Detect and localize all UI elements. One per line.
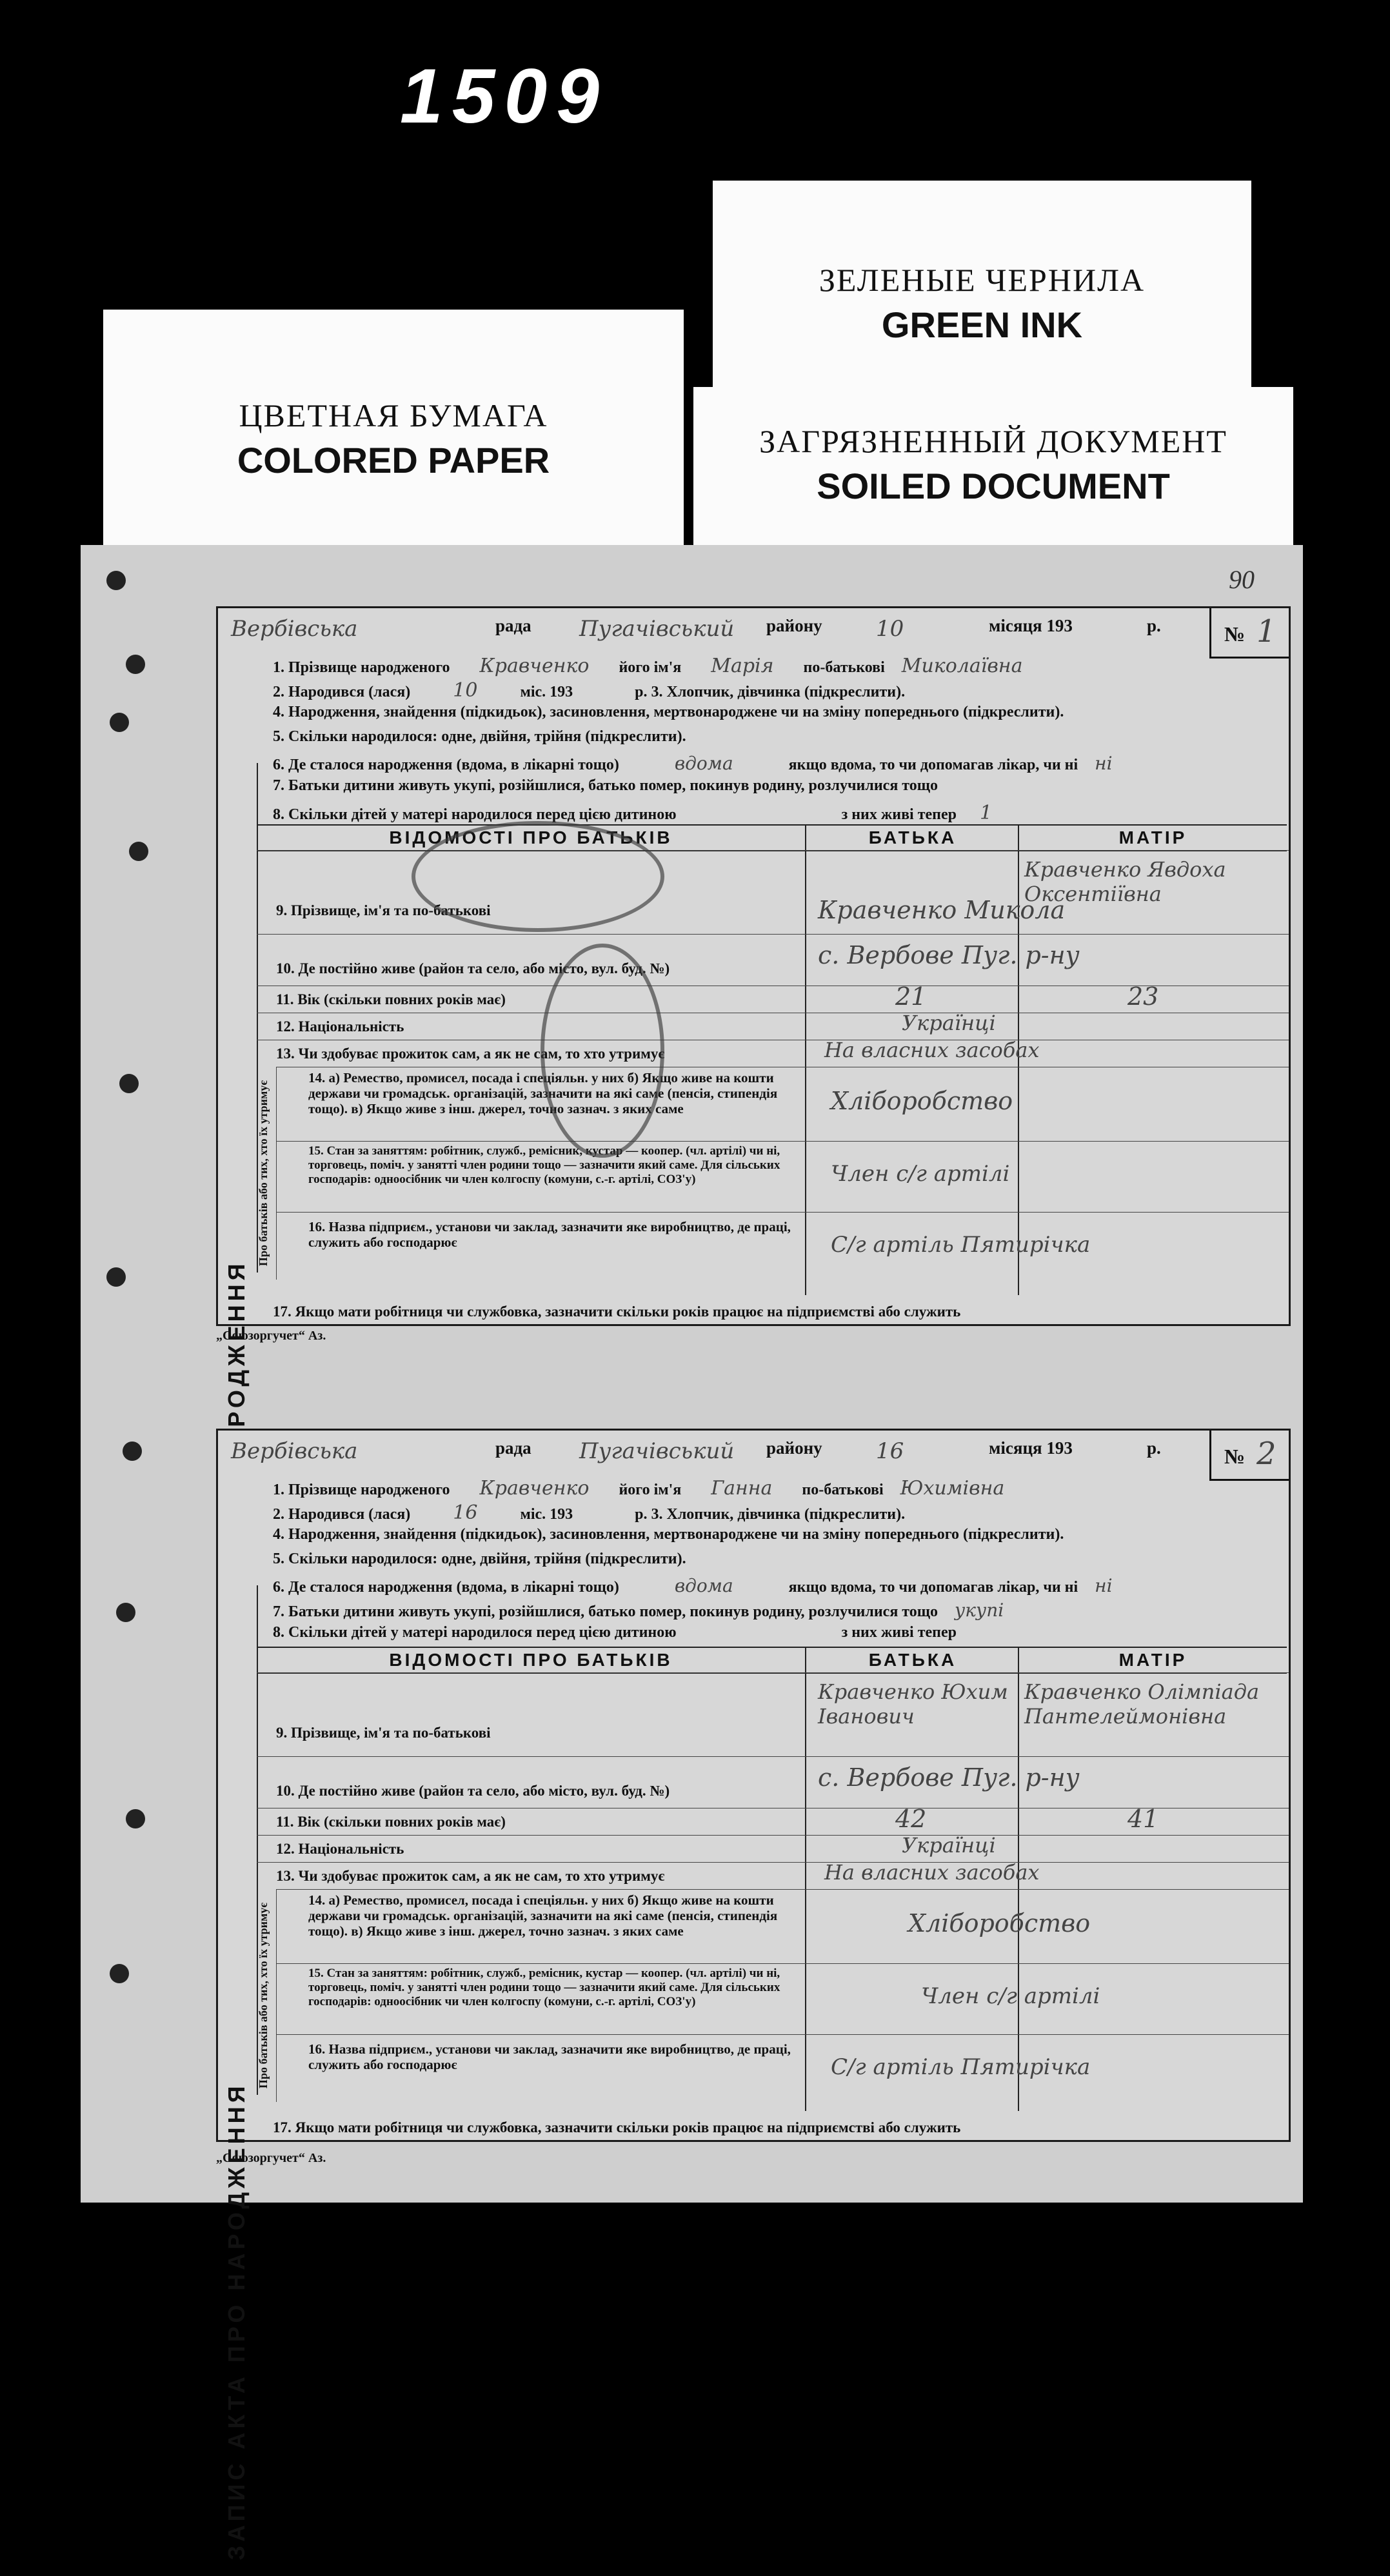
th-father: БАТЬКА <box>805 1647 1019 1674</box>
form-header <box>218 608 1289 650</box>
flag-colored-ru: ЦВЕТНАЯ БУМАГА <box>239 397 548 433</box>
label-month: місяця 193 <box>989 616 1073 635</box>
row-9: 9. Прізвище, ім'я та по-батькові Кравченко Микола Кравченко Явдоха Оксентіївна <box>257 850 1289 935</box>
flag-green-en: GREEN INK <box>881 304 1083 345</box>
th-mother: МАТІР <box>1018 1647 1287 1674</box>
label-rada: рада <box>495 616 531 635</box>
flag-colored-en: COLORED PAPER <box>237 440 550 481</box>
hw-day: 16 <box>876 1438 904 1464</box>
hw-raion: Пугачівський <box>579 1438 735 1464</box>
line-7: 7. Батьки дитини живуть укупі, розійшлися, батько помер, покинув родину, розлучилися тощо укупі <box>273 1600 1004 1621</box>
label-month: місяця 193 <box>989 1438 1073 1458</box>
row-16: 16. Назва підприєм., установи чи заклад, зазначити яке виробництво, де праці, служить або господарює С/г артіль Пятирічка <box>276 2034 1289 2103</box>
th-mother: МАТІР <box>1018 824 1287 851</box>
line-5: 5. Скільки народилося: одне, двійня, трійня (підкреслити). <box>273 1551 686 1567</box>
line-4: 4. Народження, знайдення (підкидьок), засиновлення, мертвонароджене чи на зміну попереднього (підкреслити). <box>273 1526 1064 1543</box>
line-17: 17. Якщо мати робітниця чи службовка, зазначити скільки років працює на підприємстві або служить <box>273 1303 961 1320</box>
row-14: 14. а) Ремество, промисел, посада і спеціяльн. у них б) Якщо живе на кошти держави чи громадськ. організацій, зазначити на які саме (пенсія, стипендія тощо). в) Якщо живе з інш. джерел, точно зазнач. з яких саме Хліборобство <box>276 1067 1289 1142</box>
line-6: 6. Де сталося народження (вдома, в лікарні тощо) вдома якщо вдома, то чи допомагав лікар, чи ні ні <box>273 1575 1113 1596</box>
row-13: 13. Чи здобуває прожиток сам, а як не сам, то хто утримує На власних засобах <box>257 1040 1289 1067</box>
line-7: 7. Батьки дитини живуть укупі, розійшлися, батько помер, покинув родину, розлучилися тощо <box>273 777 938 794</box>
row-13: 13. Чи здобуває прожиток сам, а як не сам, то хто утримує На власних засобах <box>257 1862 1289 1890</box>
hw-day: 10 <box>876 616 904 642</box>
flag-colored-paper <box>103 310 684 568</box>
row-16: 16. Назва підприєм., установи чи заклад, зазначити яке виробництво, де праці, служить або господарює С/г артіль Пятирічка <box>276 1212 1289 1280</box>
hw-rada: Вербівська <box>231 616 358 642</box>
row-10: 10. Де постійно живе (район та село, або місто, вул. буд. №) с. Вербове Пуг. р-ну <box>257 934 1289 986</box>
label-year: р. <box>1147 1438 1161 1458</box>
row-15: 15. Стан за заняттям: робітник, служб., ремісник, кустар — коопер. (чл. артілі) чи ні, торговець, поміч. у занятті член родини тощо — зазначити який саме. Для сільських господарів: одноосібник чи член колгоспу (комуни, с.-г. артілі, СОЗ'у) Член с/г артілі <box>276 1963 1289 2035</box>
line-4: 4. Народження, знайдення (підкидьок), засиновлення, мертвонароджене чи на зміну попереднього (підкреслити). <box>273 704 1064 720</box>
line-17: 17. Якщо мати робітниця чи службовка, зазначити скільки років працює на підприємстві або служить <box>273 2119 961 2135</box>
side-title <box>218 763 258 1273</box>
line-5: 5. Скільки народилося: одне, двійня, трійня (підкреслити). <box>273 728 686 745</box>
form-header <box>218 1431 1289 1472</box>
document-card <box>81 545 1303 2561</box>
row-12: 12. Національність Українці <box>257 1835 1289 1863</box>
publisher-mark-2: „Союзоргучет“ Аз. <box>216 2151 326 2165</box>
flag-soiled-ru: ЗАГРЯЗНЕННЫЙ ДОКУМЕНТ <box>759 423 1227 459</box>
flag-soiled-en: SOILED DOCUMENT <box>817 466 1170 506</box>
archive-number: 1509 <box>400 53 608 139</box>
side-title-text: ЗАПИС АКТА ПРО НАРОДЖЕННЯ <box>223 2082 250 2561</box>
line-1: 1. Прізвище народженого Кравченко його ім'я Марія по-батькові Миколаївна <box>273 655 1023 677</box>
label-rada: рада <box>495 1438 531 1458</box>
publisher-mark-1: „Союзоргучет“ Аз. <box>216 1329 326 1343</box>
birth-record-form-1 <box>216 606 1291 1326</box>
th-parents: ВІДОМОСТІ ПРО БАТЬКІВ <box>257 824 805 851</box>
line-8: 8. Скільки дітей у матері народилося перед цією дитиною з них живі тепер 1 <box>273 802 993 824</box>
row-11: 11. Вік (скільки повних років має) 21 23 <box>257 986 1289 1013</box>
row-14: 14. а) Ремество, промисел, посада і спеціяльн. у них б) Якщо живе на кошти держави чи громадськ. організацій, зазначити на які саме (пенсія, стипендія тощо). в) Якщо живе з інш. джерел, точно зазнач. з яких саме Хліборобство <box>276 1889 1289 1964</box>
row-12: 12. Національність Українці <box>257 1013 1289 1040</box>
sub-side: Про батьків або тих, хто їх утримує <box>257 1067 277 1280</box>
line-2: 2. Народився (лася) 16 міс. 193 р. 3. Хлопчик, дівчинка (підкреслити). <box>273 1501 906 1524</box>
line-8: 8. Скільки дітей у матері народилося перед цією дитиною з них живі тепер <box>273 1624 957 1641</box>
label-no: № <box>1224 622 1246 646</box>
line-2: 2. Народився (лася) 10 міс. 193 р. 3. Хлопчик, дівчинка (підкреслити). <box>273 679 906 702</box>
th-father: БАТЬКА <box>805 824 1019 851</box>
row-10: 10. Де постійно живе (район та село, або місто, вул. буд. №) с. Вербове Пуг. р-ну <box>257 1756 1289 1808</box>
record-number: 1 <box>1256 613 1276 649</box>
label-no: № <box>1224 1445 1246 1468</box>
label-raion: району <box>766 616 822 635</box>
line-6: 6. Де сталося народження (вдома, в лікарні тощо) вдома якщо вдома, то чи допомагав лікар, чи ні ні <box>273 753 1113 774</box>
row-9: 9. Прізвище, ім'я та по-батькові Кравченко Юхим Іванович Кравченко Олімпіада Пантелеймонівна <box>257 1672 1289 1757</box>
parents-table <box>257 1647 1289 2111</box>
label-raion: району <box>766 1438 822 1458</box>
binding-holes <box>81 545 164 2203</box>
hw-rada: Вербівська <box>231 1438 358 1464</box>
side-title <box>218 1585 258 2561</box>
parents-table <box>257 824 1289 1295</box>
record-number-box <box>1209 608 1289 659</box>
record-number-box <box>1209 1431 1289 1481</box>
label-year: р. <box>1147 616 1161 635</box>
row-11: 11. Вік (скільки повних років має) 42 41 <box>257 1808 1289 1836</box>
flag-green-ru: ЗЕЛЕНЫЕ ЧЕРНИЛА <box>819 262 1146 298</box>
sub-side: Про батьків або тих, хто їх утримує <box>257 1889 277 2102</box>
hw-raion: Пугачівський <box>579 616 735 642</box>
row-15: 15. Стан за заняттям: робітник, служб., ремісник, кустар — коопер. (чл. артілі) чи ні, торговець, поміч. у занятті член родини тощо — зазначити який саме. Для сільських господарів: одноосібник чи член колгоспу (комуни, с.-г. артілі, СОЗ'у) Член с/г артілі <box>276 1141 1289 1213</box>
line-1: 1. Прізвище народженого Кравченко його ім'я Ганна по-батькові Юхимівна <box>273 1477 1005 1500</box>
th-parents: ВІДОМОСТІ ПРО БАТЬКІВ <box>257 1647 805 1674</box>
ink-scrawl <box>412 821 664 932</box>
ink-scrawl <box>541 944 664 1158</box>
record-number: 2 <box>1256 1436 1276 1472</box>
page-mark: 90 <box>1229 565 1255 594</box>
flag-green-ink <box>713 181 1251 393</box>
